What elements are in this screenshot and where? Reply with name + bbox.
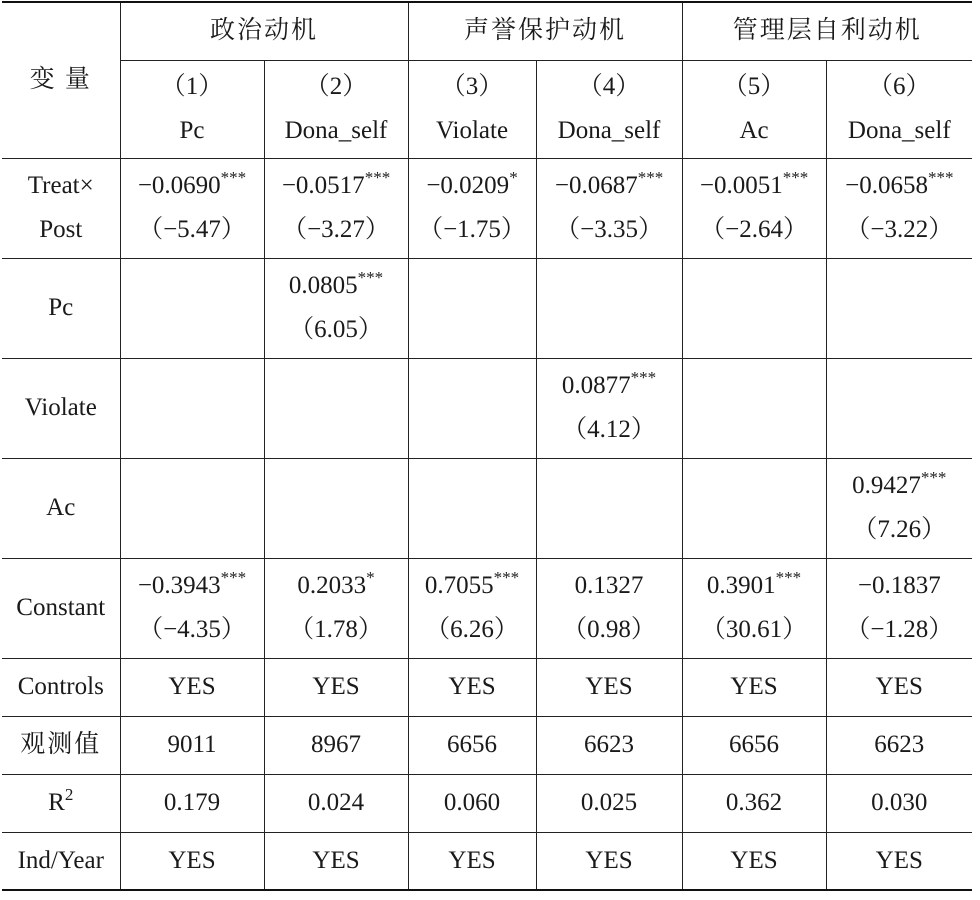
row-label-violate: Violate	[2, 358, 120, 458]
significance-stars: ***	[927, 168, 954, 187]
significance-stars: ***	[220, 168, 247, 187]
table-cell	[264, 458, 408, 558]
t-statistic: （30.61）	[700, 616, 808, 643]
significance-stars: ***	[220, 568, 247, 587]
coefficient-value: −0.0051	[699, 172, 783, 199]
table-cell: YES	[120, 658, 264, 716]
column-number: （6）	[868, 73, 931, 100]
table-cell	[264, 158, 408, 258]
coefficient-value: 0.0805	[288, 272, 358, 299]
coefficient-value: −0.0209	[426, 172, 510, 199]
regression-table	[2, 1, 972, 891]
table-cell	[682, 158, 826, 258]
coefficient	[537, 364, 682, 408]
dependent-variable: Dona_self	[284, 117, 388, 144]
column-header	[682, 60, 826, 158]
table-cell	[408, 558, 536, 658]
row-label-ind-year: Ind/Year	[2, 832, 120, 890]
row-label-constant: Constant	[2, 558, 120, 658]
t-statistic: （7.26）	[852, 516, 947, 543]
coefficient	[537, 164, 682, 208]
table-cell	[408, 458, 536, 558]
table-cell	[120, 458, 264, 558]
coefficient-value: −0.3943	[137, 572, 221, 599]
significance-stars: ***	[775, 568, 802, 587]
t-statistic: （−2.64）	[700, 216, 808, 243]
table-row	[2, 158, 972, 258]
table-row	[2, 358, 972, 458]
coefficient	[265, 264, 408, 308]
table-cell	[826, 458, 972, 558]
column-number: （1）	[160, 73, 224, 100]
dependent-variable: Pc	[179, 117, 205, 144]
table-cell	[682, 458, 826, 558]
table-cell: YES	[826, 658, 972, 716]
t-statistic: （0.98）	[562, 616, 656, 643]
table-cell: 0.060	[408, 774, 536, 832]
table-cell	[682, 258, 826, 358]
coefficient-value: −0.1837	[857, 572, 941, 599]
header-column-row	[2, 60, 972, 158]
dependent-variable: Violate	[435, 117, 509, 144]
table-cell: YES	[408, 832, 536, 890]
t-statistic: （6.05）	[289, 316, 383, 343]
table-cell: 0.362	[682, 774, 826, 832]
table-cell: YES	[826, 832, 972, 890]
row-label-line: Treat×	[27, 172, 94, 199]
column-header	[264, 60, 408, 158]
table-cell	[826, 258, 972, 358]
significance-stars: ***	[782, 168, 809, 187]
group-header-political: 政治动机	[120, 2, 408, 60]
row-label-ac: Ac	[2, 458, 120, 558]
t-statistic: （−3.35）	[555, 216, 663, 243]
column-number: （4）	[577, 73, 641, 100]
coefficient-value: −0.0658	[845, 172, 928, 199]
table-cell: YES	[536, 658, 682, 716]
table-cell	[120, 558, 264, 658]
table-row	[2, 258, 972, 358]
significance-stars: ***	[364, 168, 391, 187]
column-number: （3）	[440, 73, 504, 100]
table-cell	[826, 558, 972, 658]
coefficient-value: 0.0877	[561, 372, 631, 399]
table-cell: 0.179	[120, 774, 264, 832]
table-row	[2, 458, 972, 558]
t-statistic: （6.26）	[425, 616, 519, 643]
coefficient-value: 0.7055	[424, 572, 494, 599]
table-cell	[120, 258, 264, 358]
table-cell: 8967	[264, 716, 408, 774]
table-cell: YES	[682, 832, 826, 890]
t-statistic: （4.12）	[562, 416, 656, 443]
coefficient-value: 0.2033	[297, 572, 367, 599]
coefficient	[409, 164, 536, 208]
coefficient	[827, 464, 973, 508]
coefficient	[121, 164, 264, 208]
table-row	[2, 658, 972, 716]
table-cell: 6623	[536, 716, 682, 774]
table-cell: YES	[408, 658, 536, 716]
coefficient	[121, 564, 264, 608]
table-cell	[682, 558, 826, 658]
dependent-variable: Ac	[739, 117, 769, 144]
table-cell: 0.030	[826, 774, 972, 832]
row-label-observations: 观测值	[2, 716, 120, 774]
table-cell: 6656	[408, 716, 536, 774]
column-header	[408, 60, 536, 158]
table-row	[2, 558, 972, 658]
table-cell: 0.025	[536, 774, 682, 832]
coefficient	[265, 564, 408, 608]
t-statistic: （−3.22）	[845, 216, 954, 243]
significance-stars: ***	[357, 268, 384, 287]
group-header-self-interest: 管理层自利动机	[682, 2, 972, 60]
table-cell	[536, 358, 682, 458]
column-header	[120, 60, 264, 158]
significance-stars: *	[509, 168, 518, 187]
t-statistic: （−5.47）	[138, 216, 246, 243]
coefficient-value: 0.1327	[574, 572, 644, 599]
row-label-treat-post	[2, 158, 120, 258]
row-label-line: Post	[39, 216, 83, 243]
coefficient-value: −0.0690	[137, 172, 221, 199]
row-label-r-squared	[2, 774, 120, 832]
table-cell	[120, 158, 264, 258]
table-cell	[264, 558, 408, 658]
table-cell: YES	[264, 658, 408, 716]
coefficient-value: 0.9427	[852, 472, 921, 499]
table-cell: YES	[536, 832, 682, 890]
table-cell	[536, 458, 682, 558]
table-cell	[408, 258, 536, 358]
table-cell	[682, 358, 826, 458]
column-number: （2）	[304, 73, 368, 100]
table-row	[2, 716, 972, 774]
r-label: R	[48, 789, 65, 816]
significance-stars: ***	[630, 368, 657, 387]
table-cell	[264, 258, 408, 358]
t-statistic: （−1.28）	[845, 616, 954, 643]
table-cell: YES	[264, 832, 408, 890]
table-row	[2, 774, 972, 832]
dependent-variable: Dona_self	[847, 117, 951, 144]
table-cell	[826, 358, 972, 458]
coefficient-value: 0.3901	[706, 572, 776, 599]
t-statistic: （−1.75）	[418, 216, 526, 243]
row-label-controls: Controls	[2, 658, 120, 716]
coefficient	[683, 164, 826, 208]
corner-label: 变 量	[2, 2, 120, 158]
coefficient-value: −0.0687	[554, 172, 638, 199]
table-cell	[826, 158, 972, 258]
dependent-variable: Dona_self	[557, 117, 661, 144]
table-cell	[408, 158, 536, 258]
table-cell	[408, 358, 536, 458]
table-cell	[264, 358, 408, 458]
coefficient	[827, 164, 973, 208]
r-superscript: 2	[64, 785, 74, 804]
table-cell	[536, 558, 682, 658]
significance-stars: ***	[637, 168, 664, 187]
table-cell: 9011	[120, 716, 264, 774]
coefficient-value: −0.0517	[281, 172, 365, 199]
coefficient	[409, 564, 536, 608]
table-cell: YES	[120, 832, 264, 890]
t-statistic: （1.78）	[289, 616, 383, 643]
table-cell: 0.024	[264, 774, 408, 832]
table-cell: 6656	[682, 716, 826, 774]
column-header	[536, 60, 682, 158]
group-header-reputation: 声誉保护动机	[408, 2, 682, 60]
table-cell	[536, 258, 682, 358]
table-cell: YES	[682, 658, 826, 716]
coefficient	[827, 564, 973, 608]
coefficient	[683, 564, 826, 608]
significance-stars: ***	[493, 568, 520, 587]
significance-stars: ***	[920, 468, 947, 487]
t-statistic: （−3.27）	[282, 216, 390, 243]
row-label-pc: Pc	[2, 258, 120, 358]
table-cell	[536, 158, 682, 258]
significance-stars: *	[366, 568, 375, 587]
table-cell: 6623	[826, 716, 972, 774]
header-group-row	[2, 2, 972, 60]
coefficient	[537, 564, 682, 608]
table-row	[2, 832, 972, 890]
column-header	[826, 60, 972, 158]
coefficient	[265, 164, 408, 208]
table-cell	[120, 358, 264, 458]
column-number: （5）	[722, 73, 786, 100]
t-statistic: （−4.35）	[138, 616, 246, 643]
